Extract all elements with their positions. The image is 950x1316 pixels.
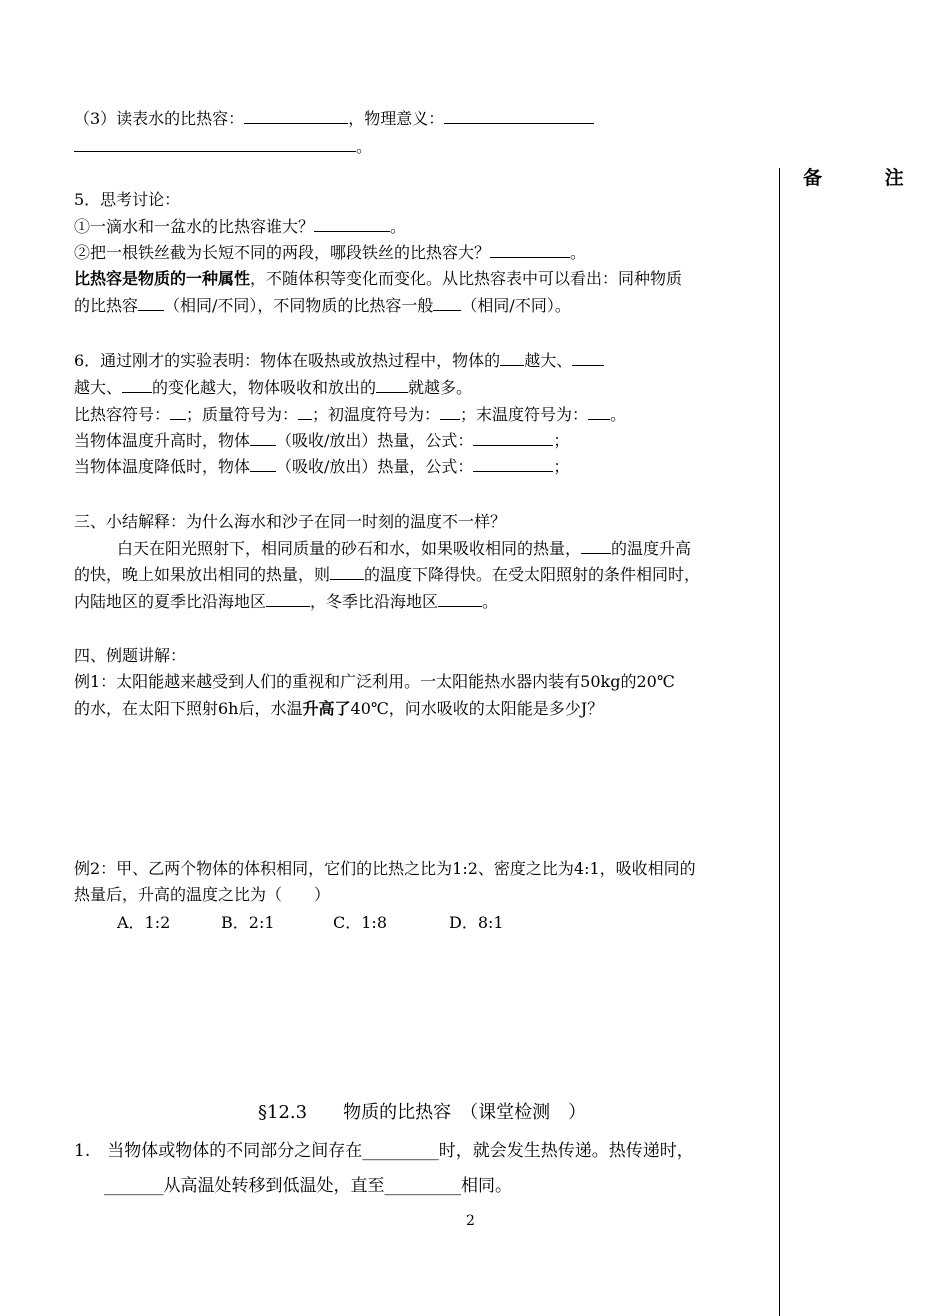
blank[interactable] <box>438 592 482 607</box>
example-2-line-1: 例2：甲、乙两个物体的体积相同，它们的比热之比为1:2、密度之比为4:1，吸收相同的 <box>74 859 696 878</box>
blank[interactable] <box>490 243 570 258</box>
margin-divider-line <box>779 168 780 1316</box>
q6-line-4: 当物体温度升高时，物体 （吸收/放出）热量，公式： ； <box>74 431 570 450</box>
blank[interactable] <box>572 351 604 366</box>
section-title: §12.3 物质的比热容 （课堂检测 ） <box>258 1102 587 1123</box>
blank[interactable] <box>581 539 611 554</box>
blank[interactable] <box>298 405 312 420</box>
summary-heading: 三、小结解释：为什么海水和沙子在同一时刻的温度不一样？ <box>74 512 507 531</box>
blank[interactable]: _________ <box>362 1141 439 1161</box>
blank[interactable] <box>122 378 152 393</box>
blank[interactable] <box>250 457 276 472</box>
q5-line-2: ②把一根铁丝截为长短不同的两段，哪段铁丝的比热容大？ 。 <box>74 243 587 262</box>
blank[interactable] <box>473 457 553 472</box>
summary-line-2: 的快，晚上如果放出相同的热量，则 的温度下降得快。在受太阳照射的条件相同时， <box>74 565 701 584</box>
blank[interactable] <box>250 431 276 446</box>
part3-line-2: 。 <box>74 136 372 158</box>
blank[interactable]: _________ <box>384 1176 461 1196</box>
blank[interactable] <box>473 431 553 446</box>
q6-line-1: 6．通过刚才的实验表明：物体在吸热或放热过程中，物体的 越大、 <box>74 350 604 372</box>
example-2-options <box>117 912 504 934</box>
blank[interactable] <box>244 109 348 124</box>
option-b[interactable]: B．2:1 <box>221 913 275 932</box>
q5-heading: 5．思考讨论： <box>74 190 181 209</box>
blank[interactable] <box>444 109 594 124</box>
q6-line-3: 比热容符号： ；质量符号为： ；初温度符号为： ；末温度符号为： 。 <box>74 405 627 424</box>
blank[interactable] <box>266 592 310 607</box>
blank[interactable] <box>330 565 364 580</box>
summary-line-1: 白天在阳光照射下，相同质量的砂石和水，如果吸收相同的热量， 的温度升高 <box>117 539 692 558</box>
blank[interactable] <box>376 378 408 393</box>
q6-line-5: 当物体温度降低时，物体 （吸收/放出）热量，公式： ； <box>74 457 570 476</box>
q5-line-1: ①一滴水和一盆水的比热容谁大？ 。 <box>74 217 407 236</box>
example-1-line-2: 的水，在太阳下照射6h后，水温升高了40℃，问水吸收的太阳能是多少J？ <box>74 699 604 718</box>
example-2-line-2: 热量后，升高的温度之比为（ ） <box>74 885 331 904</box>
blank[interactable]: _______ <box>104 1176 164 1196</box>
blank[interactable] <box>433 296 461 311</box>
blank[interactable] <box>440 405 460 420</box>
q5-line-4: 的比热容 （相同/不同），不同物质的比热容一般 （相同/不同）。 <box>74 296 571 315</box>
blank[interactable] <box>314 217 390 232</box>
page-number: 2 <box>466 1213 475 1229</box>
option-c[interactable]: C．1:8 <box>333 913 387 932</box>
blank[interactable] <box>74 137 356 152</box>
blank[interactable] <box>500 351 524 366</box>
option-d[interactable]: D．8:1 <box>449 913 504 932</box>
check-line-2: _______从高温处转移到低温处，直至_________相同。 <box>104 1176 512 1196</box>
side-note-heading: 备 注 <box>803 167 932 189</box>
check-line-1: 1. 当物体或物体的不同部分之间存在_________时，就会发生热传递。热传递时， <box>74 1141 694 1161</box>
q6-line-2: 越大、 的变化越大，物体吸收和放出的 就越多。 <box>74 378 473 397</box>
examples-heading: 四、例题讲解： <box>74 646 187 665</box>
blank[interactable] <box>170 405 186 420</box>
example-1-line-1: 例1：太阳能越来越受到人们的重视和广泛利用。一太阳能热水器内装有50kg的20℃ <box>74 672 675 691</box>
part3-line-1: （3）读表水的比热容： ，物理意义： <box>74 108 594 130</box>
blank[interactable] <box>138 296 164 311</box>
q5-line-3: 比热容是物质的一种属性，不随体积等变化而变化。从比热容表中可以看出：同种物质 <box>74 269 683 288</box>
blank[interactable] <box>588 405 610 420</box>
option-a[interactable]: A．1:2 <box>117 913 171 932</box>
summary-line-3: 内陆地区的夏季比沿海地区 ，冬季比沿海地区 。 <box>74 592 499 611</box>
